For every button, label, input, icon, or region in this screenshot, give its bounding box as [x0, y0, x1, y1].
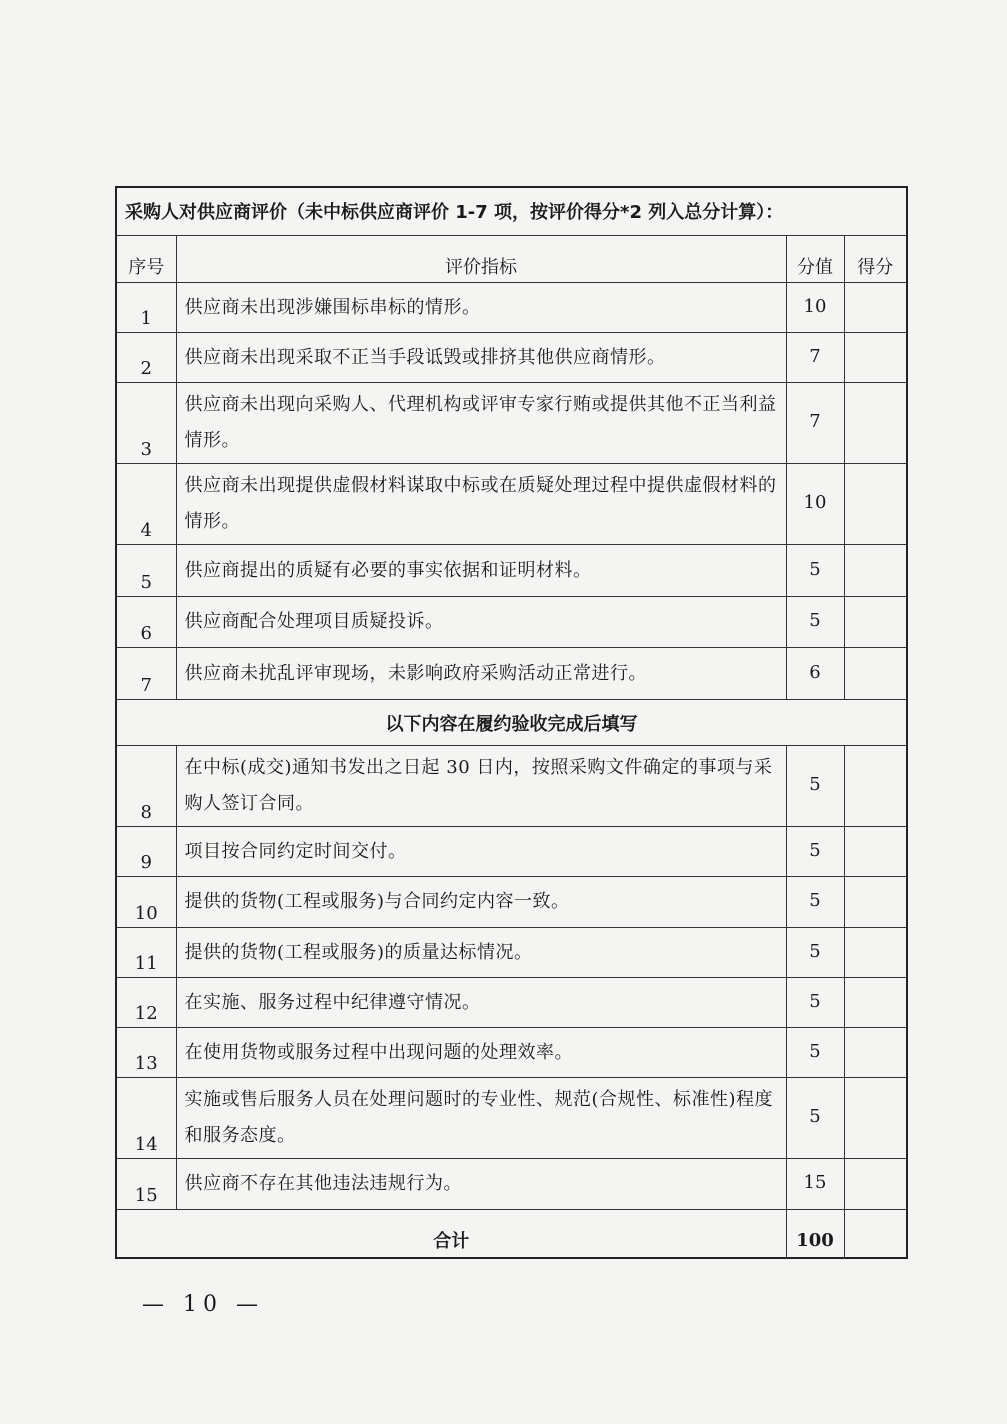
- header-value: 分值: [786, 236, 844, 283]
- row-indicator: 供应商未出现采取不正当手段诋毁或排挤其他供应商情形。: [176, 333, 786, 383]
- score-cell[interactable]: [844, 1078, 907, 1159]
- row-number: 11: [116, 928, 176, 978]
- row-indicator: 供应商未出现提供虚假材料谋取中标或在质疑处理过程中提供虚假材料的情形。: [176, 464, 786, 545]
- table-row: [116, 1078, 907, 1159]
- section-header: 以下内容在履约验收完成后填写: [116, 700, 907, 746]
- table-row: [116, 283, 907, 333]
- row-indicator: 项目按合同约定时间交付。: [176, 827, 786, 877]
- total-label: 合计: [116, 1210, 786, 1258]
- table-row: [116, 928, 907, 978]
- score-cell[interactable]: [844, 464, 907, 545]
- row-value: 10: [786, 464, 844, 545]
- score-cell[interactable]: [844, 827, 907, 877]
- header-indicator: 评价指标: [176, 236, 786, 283]
- table-row: [116, 464, 907, 545]
- row-indicator: 供应商未出现向采购人、代理机构或评审专家行贿或提供其他不正当利益情形。: [176, 383, 786, 464]
- score-cell[interactable]: [844, 648, 907, 700]
- row-value: 5: [786, 877, 844, 928]
- row-number: 1: [116, 283, 176, 333]
- table-row: [116, 877, 907, 928]
- row-value: 5: [786, 1078, 844, 1159]
- row-indicator: 在中标(成交)通知书发出之日起 30 日内，按照采购文件确定的事项与采购人签订合同。: [176, 746, 786, 827]
- score-cell[interactable]: [844, 545, 907, 597]
- table-row: [116, 545, 907, 597]
- row-value: 7: [786, 383, 844, 464]
- table-row: [116, 383, 907, 464]
- row-number: 10: [116, 877, 176, 928]
- row-number: 3: [116, 383, 176, 464]
- score-cell[interactable]: [844, 597, 907, 648]
- row-value: 5: [786, 746, 844, 827]
- row-number: 13: [116, 1028, 176, 1078]
- row-indicator: 供应商不存在其他违法违规行为。: [176, 1159, 786, 1210]
- row-indicator: 实施或售后服务人员在处理问题时的专业性、规范(合规性、标准性)程度和服务态度。: [176, 1078, 786, 1159]
- table-row: [116, 746, 907, 827]
- row-number: 15: [116, 1159, 176, 1210]
- page-number: — 10 —: [142, 1292, 264, 1317]
- evaluation-table: [115, 186, 908, 1259]
- row-number: 7: [116, 648, 176, 700]
- row-value: 6: [786, 648, 844, 700]
- table-row: [116, 827, 907, 877]
- row-value: 5: [786, 597, 844, 648]
- score-cell[interactable]: [844, 283, 907, 333]
- row-value: 5: [786, 545, 844, 597]
- row-indicator: 在使用货物或服务过程中出现问题的处理效率。: [176, 1028, 786, 1078]
- header-no: 序号: [116, 236, 176, 283]
- row-indicator: 供应商提出的质疑有必要的事实依据和证明材料。: [176, 545, 786, 597]
- header-row: [116, 236, 907, 283]
- row-indicator: 供应商配合处理项目质疑投诉。: [176, 597, 786, 648]
- score-cell[interactable]: [844, 333, 907, 383]
- row-value: 5: [786, 827, 844, 877]
- table-row: [116, 648, 907, 700]
- row-number: 4: [116, 464, 176, 545]
- total-row: [116, 1210, 907, 1258]
- row-indicator: 供应商未扰乱评审现场，未影响政府采购活动正常进行。: [176, 648, 786, 700]
- row-value: 7: [786, 333, 844, 383]
- row-indicator: 提供的货物(工程或服务)的质量达标情况。: [176, 928, 786, 978]
- row-indicator: 提供的货物(工程或服务)与合同约定内容一致。: [176, 877, 786, 928]
- row-indicator: 供应商未出现涉嫌围标串标的情形。: [176, 283, 786, 333]
- total-value: 100: [786, 1210, 844, 1258]
- row-number: 6: [116, 597, 176, 648]
- score-cell[interactable]: [844, 928, 907, 978]
- table-row: [116, 597, 907, 648]
- row-number: 8: [116, 746, 176, 827]
- score-cell[interactable]: [844, 978, 907, 1028]
- row-number: 14: [116, 1078, 176, 1159]
- score-cell[interactable]: [844, 746, 907, 827]
- row-number: 5: [116, 545, 176, 597]
- header-score: 得分: [844, 236, 907, 283]
- table-row: [116, 333, 907, 383]
- score-cell[interactable]: [844, 877, 907, 928]
- row-number: 12: [116, 978, 176, 1028]
- score-cell[interactable]: [844, 1028, 907, 1078]
- score-cell[interactable]: [844, 383, 907, 464]
- row-indicator: 在实施、服务过程中纪律遵守情况。: [176, 978, 786, 1028]
- table-row: [116, 1159, 907, 1210]
- table-row: [116, 978, 907, 1028]
- score-cell[interactable]: [844, 1159, 907, 1210]
- row-value: 5: [786, 978, 844, 1028]
- row-number: 2: [116, 333, 176, 383]
- row-value: 5: [786, 928, 844, 978]
- total-score-cell[interactable]: [844, 1210, 907, 1258]
- row-value: 5: [786, 1028, 844, 1078]
- table-row: [116, 1028, 907, 1078]
- row-value: 10: [786, 283, 844, 333]
- row-number: 9: [116, 827, 176, 877]
- table-title: 采购人对供应商评价（未中标供应商评价 1-7 项，按评价得分*2 列入总分计算）：: [116, 187, 907, 236]
- row-value: 15: [786, 1159, 844, 1210]
